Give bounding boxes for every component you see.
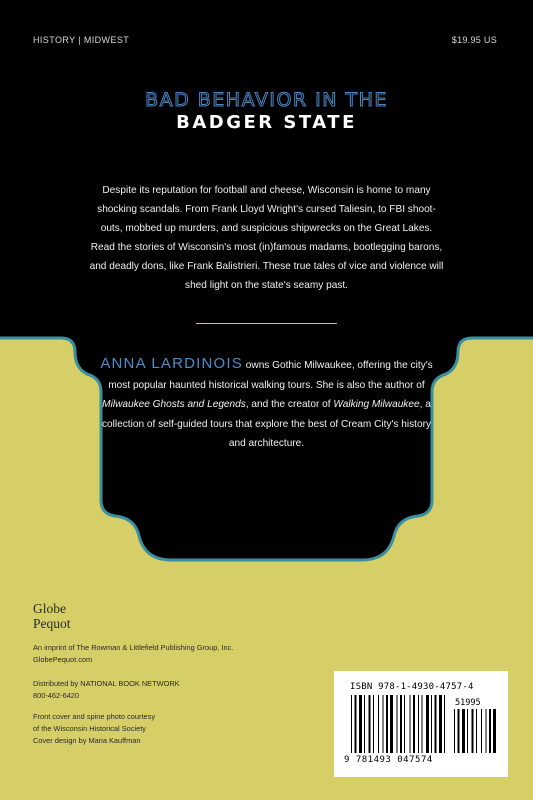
barcode-bar: [422, 695, 423, 753]
book-title-2: Walking Milwaukee: [333, 399, 420, 410]
book-description: Despite its reputation for football and cheese, Wisconsin is home to many shocking scandals. From Frank Lloyd Wright's cursed Taliesin, to FBI shoot-outs, mobbed up murders, and suspicious shipwrecks on the Great Lakes. Read the stories of Wisconsin's most (in)famous madams, bootlegging barons, and deadly dons, like Frank Balistrieri. These true tales of vice and violence will shed light on the state's seamy past.: [89, 185, 444, 291]
barcode-bar: [493, 709, 496, 753]
author-bio: [100, 354, 433, 454]
barcode-bar: [355, 695, 357, 753]
distrib-line-2: 800-462-6420: [33, 691, 80, 700]
barcode-bar: [351, 695, 352, 753]
isbn-text: ISBN 978-1-4930-4757-4: [350, 682, 474, 692]
barcode-bar: [472, 709, 474, 753]
barcode-bar: [426, 695, 429, 753]
title-line-2: BADGER STATE: [176, 112, 357, 133]
barcode-bar: [431, 695, 432, 753]
barcode-bar: [369, 695, 371, 753]
globe-pequot-logo: [33, 601, 71, 631]
barcode-bar: [481, 709, 482, 753]
barcode-bar: [397, 695, 398, 753]
barcode-bar: [458, 709, 460, 753]
price-label: $19.95 US: [451, 35, 497, 45]
distribution-info: [33, 678, 180, 702]
imprint-line-2: GlobePequot.com: [33, 655, 93, 664]
barcode-bar: [378, 695, 379, 753]
barcode-bar: [383, 695, 384, 753]
bio-text-3: , a collection of self-guided tours that explore the best of Cream City's history and architecture.: [101, 399, 431, 449]
imprint-line-1: An imprint of The Rowman & Littlefield Publishing Group, Inc.: [33, 643, 234, 652]
section-divider: [196, 323, 337, 324]
barcode-bar: [400, 695, 402, 753]
barcode-bar: [410, 695, 411, 753]
barcode-bar: [486, 709, 487, 753]
barcode-bar: [467, 709, 468, 753]
barcode-digits: 9 781493 047574: [344, 755, 433, 765]
barcode-bar: [359, 695, 362, 753]
barcode-bar: [435, 695, 437, 753]
credit-line-2: of the Wisconsin Historical Society: [33, 724, 146, 733]
barcode-bar: [386, 695, 388, 753]
credit-line-1: Front cover and spine photo courtesy: [33, 712, 156, 721]
barcode-bar: [489, 709, 491, 753]
bio-text-1: owns Gothic Milwaukee, offering the city's most popular haunted historical walking tours. She is also the author of: [108, 360, 433, 391]
logo-line-1: Globe: [33, 601, 66, 616]
barcode-bar: [413, 695, 415, 753]
barcode-bar: [444, 695, 445, 753]
credit-line-3: Cover design by Maria Kauffman: [33, 736, 141, 745]
distrib-line-1: Distributed by NATIONAL BOOK NETWORK: [33, 679, 180, 688]
imprint-info: [33, 642, 233, 666]
barcode-bar: [390, 695, 393, 753]
book-title-1: Milwaukee Ghosts and Legends: [102, 399, 246, 410]
cover-credits: [33, 711, 155, 747]
category-label: HISTORY | MIDWEST: [33, 35, 130, 45]
price-code-text: 51995: [455, 698, 481, 708]
author-name: ANNA LARDINOIS: [100, 355, 243, 372]
logo-line-2: Pequot: [33, 616, 71, 631]
barcode-bar: [454, 709, 455, 753]
isbn-barcode: [334, 671, 508, 777]
title-line-1: BAD BEHAVIOR IN THE: [145, 89, 388, 111]
barcode-bar: [373, 695, 374, 753]
bio-text-2: , and the creator of: [245, 399, 334, 410]
barcode-bar: [364, 695, 365, 753]
barcode-bar: [439, 695, 442, 753]
barcode-bar: [418, 695, 419, 753]
barcode-bar: [404, 695, 405, 753]
barcode-bar: [476, 709, 477, 753]
barcode-bar: [462, 709, 465, 753]
